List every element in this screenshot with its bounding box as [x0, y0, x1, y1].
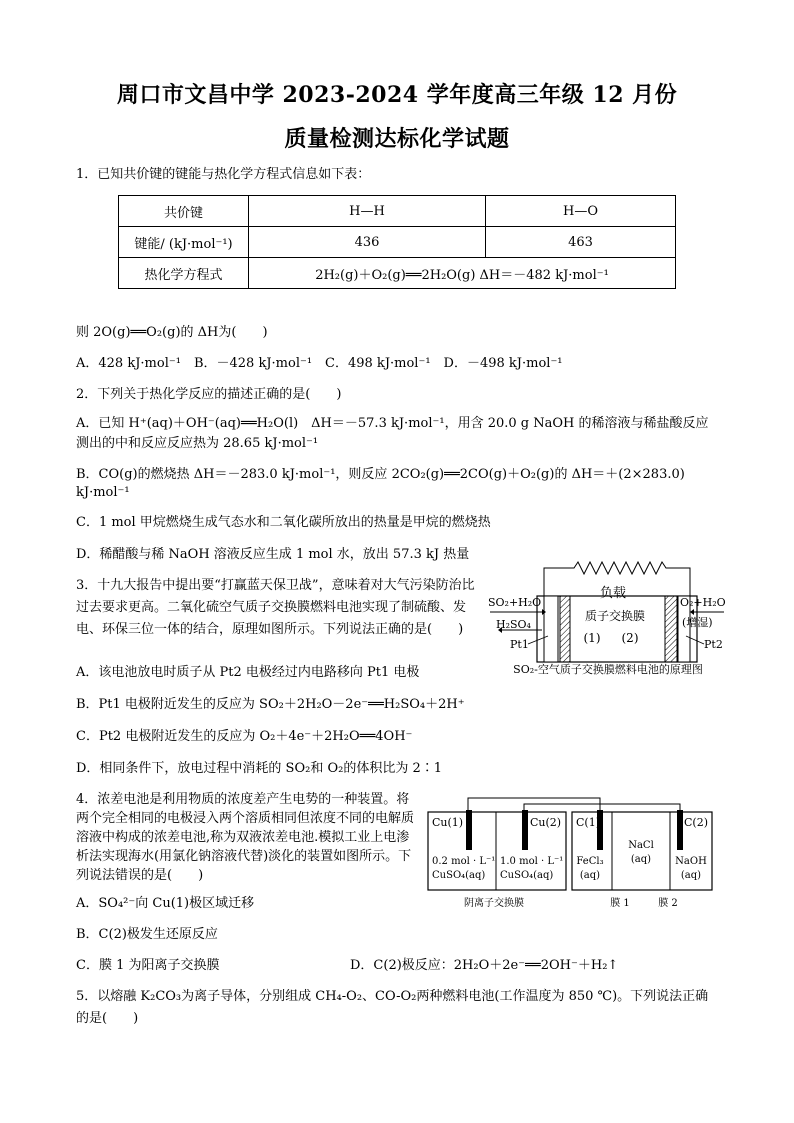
- cu1-label: Cu(1): [432, 816, 464, 829]
- title-line-2: 质量检测达标化学试题: [284, 126, 510, 152]
- right-note-label: (增湿): [682, 616, 713, 629]
- solution-2-concentration: 1.0 mol · L⁻¹: [500, 856, 564, 867]
- anion-membrane-label: 阴离子交换膜: [464, 898, 524, 909]
- q3-option-b: B．Pt1 电极附近发生的反应为 SO₂＋2H₂O－2e⁻══H₂SO₄＋2H⁺: [76, 697, 465, 712]
- bond-energy-table: [118, 195, 676, 289]
- nacl-label: NaCl: [628, 840, 654, 851]
- title-line-1: 周口市文昌中学 2023-2024 学年度高三年级 12 月份: [116, 82, 678, 108]
- q5-stem: 5．以熔融 K₂CO₃为离子导体，分别组成 CH₄-O₂、CO-O₂两种燃料电池(工作温度为 850 ℃)。下列说法正确的是( ): [76, 989, 709, 1026]
- q4-option-a: A．SO₄²⁻向 Cu(1)极区域迁移: [76, 896, 255, 911]
- fuel-cell-diagram: [482, 556, 732, 680]
- table-cell: 共价键: [119, 196, 249, 227]
- table-cell: H—H: [249, 196, 486, 227]
- region-1-label: (1): [583, 631, 601, 645]
- q4-option-b: B．C(2)极发生还原反应: [76, 927, 218, 942]
- left-input-label: SO₂+H₂O: [488, 596, 542, 609]
- q2-option-d: D．稀醋酸与稀 NaOH 溶液反应生成 1 mol 水，放出 57.3 kJ 热量: [76, 547, 470, 562]
- naoh-label: NaOH: [675, 856, 707, 867]
- c1-label: C(1): [576, 816, 600, 829]
- fecl3-state: (aq): [579, 870, 601, 881]
- q1-question: 则 2O(g)══O₂(g)的 ΔH为( ): [76, 325, 268, 340]
- table-row: [119, 196, 676, 227]
- q3-option-a: A．该电池放电时质子从 Pt2 电极经过内电路移向 Pt1 电极: [76, 665, 420, 680]
- q2-option-a: A．已知 H⁺(aq)＋OH⁻(aq)══H₂O(l) ΔH＝－57.3 kJ·mol⁻¹，用含 20.0 g NaOH 的稀溶液与稀盐酸反应测出的中和反应反应热为 28.65 kJ·mol⁻¹: [76, 416, 709, 451]
- region-2-label: (2): [621, 631, 639, 645]
- solution-2-name: CuSO₄(aq): [500, 870, 554, 881]
- membrane-1-label: 膜 1: [610, 898, 630, 909]
- q2-option-b: B．CO(g)的燃烧热 ΔH＝－283.0 kJ·mol⁻¹，则反应 2CO₂(g)══2CO(g)＋O₂(g)的 ΔH＝＋(2×283.0) kJ·mol⁻¹: [76, 467, 685, 500]
- solution-1-concentration: 0.2 mol · L⁻¹: [432, 856, 496, 867]
- concentration-cell-diagram: [424, 792, 720, 910]
- right-input-label: O₂+H₂O: [680, 596, 726, 609]
- naoh-state: (aq): [680, 870, 702, 881]
- cu2-label: Cu(2): [530, 816, 562, 829]
- q4-stem: 4．浓差电池是利用物质的浓度差产生电势的一种装置。将两个完全相同的电极浸入两个溶质相同但浓度不同的电解质溶液中构成的浓差电池,称为双液浓差电池.模拟工业上电渗析法实现海水(用氯化钠溶液代替)淡化的装置如图所示。下列说法错误的是( ): [76, 792, 415, 883]
- table-cell: 热化学方程式: [119, 258, 249, 289]
- q2-option-c: C．1 mol 甲烷燃烧生成气态水和二氧化碳所放出的热量是甲烷的燃烧热: [76, 515, 491, 530]
- fecl3-label: FeCl₃: [576, 856, 604, 867]
- pt1-label: Pt1: [510, 638, 529, 651]
- q3-option-c: C．Pt2 电极附近发生的反应为 O₂＋4e⁻＋2H₂O══4OH⁻: [76, 729, 413, 744]
- q2-stem: 2．下列关于热化学反应的描述正确的是( ): [76, 387, 342, 402]
- nacl-state: (aq): [630, 854, 652, 865]
- table-cell: 键能/ (kJ·mol⁻¹): [119, 227, 249, 258]
- table-cell: 436: [249, 227, 486, 258]
- table-cell: 463: [486, 227, 676, 258]
- load-label: 负载: [599, 586, 627, 601]
- fuel-cell-caption: SO₂-空气质子交换膜燃料电池的原理图: [513, 663, 703, 676]
- membrane-label: 质子交换膜: [584, 609, 646, 623]
- table-row: [119, 258, 676, 289]
- q3-stem: 3．十九大报告中提出要“打赢蓝天保卫战”，意味着对大气污染防治比过去要求更高。二氧化硫空气质子交换膜燃料电池实现了制硫酸、发电、环保三位一体的结合，原理如图所示。下列说法正确的是( ): [76, 578, 475, 637]
- q3-option-d: D．相同条件下，放电过程中消耗的 SO₂和 O₂的体积比为 2∶1: [76, 761, 443, 776]
- pt2-label: Pt2: [704, 638, 723, 651]
- left-output-label: H₂SO₄: [496, 618, 531, 631]
- q1-options: A．428 kJ·mol⁻¹ B．－428 kJ·mol⁻¹ C．498 kJ·mol⁻¹ D．－498 kJ·mol⁻¹: [76, 356, 563, 371]
- solution-1-name: CuSO₄(aq): [432, 870, 486, 881]
- table-row: [119, 227, 676, 258]
- membrane-2-label: 膜 2: [658, 898, 678, 909]
- table-cell: H—O: [486, 196, 676, 227]
- c2-label: C(2): [684, 816, 708, 829]
- table-cell: 2H₂(g)＋O₂(g)══2H₂O(g) ΔH＝－482 kJ·mol⁻¹: [249, 258, 676, 289]
- q1-stem: 1．已知共价键的键能与热化学方程式信息如下表：: [76, 167, 371, 182]
- q4-option-c: C．膜 1 为阳离子交换膜: [76, 958, 220, 973]
- q4-option-d: D．C(2)极反应：2H₂O＋2e⁻══2OH⁻＋H₂↑: [350, 958, 619, 973]
